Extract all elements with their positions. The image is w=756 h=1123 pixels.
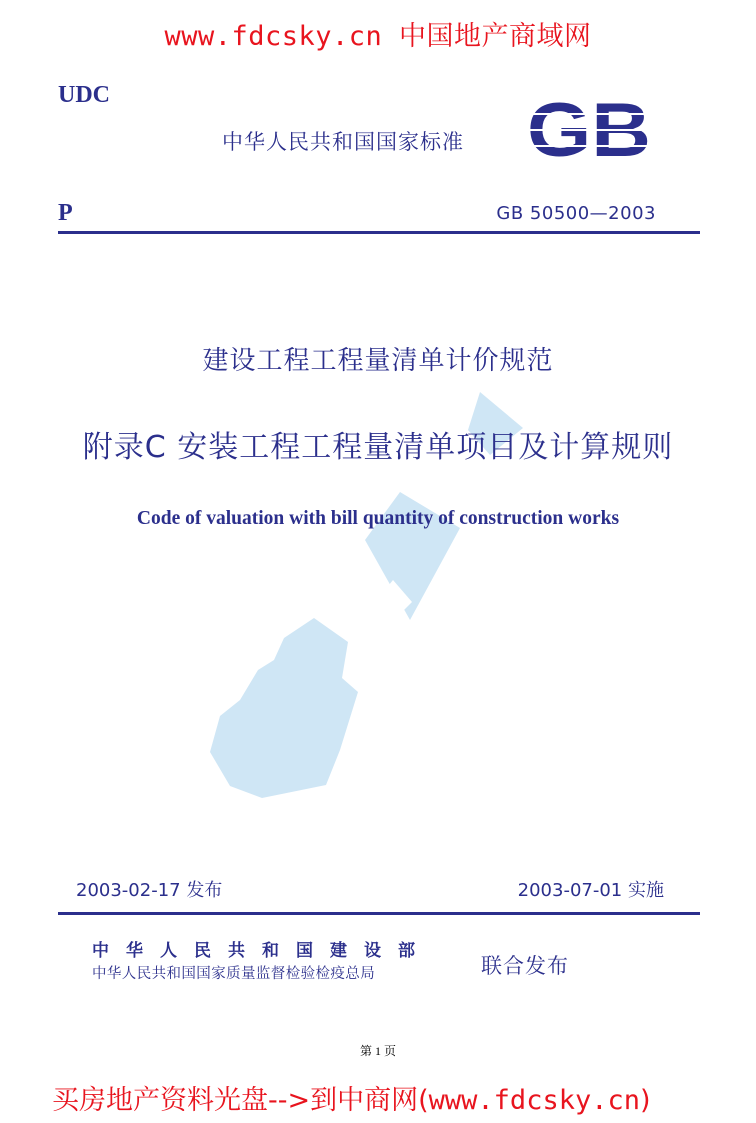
- gb-logo-text: GB: [527, 96, 651, 164]
- document-subtitle: 附录C 安装工程工程量清单项目及计算规则: [82, 430, 674, 465]
- issuer-administration: 中华人民共和国国家质量监督检验检疫总局: [92, 966, 376, 982]
- english-title: Code of valuation with bill quantity of construction works: [136, 508, 620, 529]
- issuer-ministry: 中华人民共和国建设部: [92, 941, 432, 961]
- standard-type: 中华人民共和国国家标准: [222, 130, 464, 154]
- issue-date: 2003-02-17 发布: [76, 880, 223, 901]
- implementation-date: 2003-07-01 实施: [517, 880, 664, 901]
- page-number: 第 1 页: [359, 1044, 396, 1058]
- document-title: 建设工程工程量清单计价规范: [202, 346, 554, 376]
- bottom-watermark-prefix: 买房地产资料光盘-->到中商网(: [52, 1085, 429, 1116]
- udc-label: UDC: [58, 82, 110, 108]
- bottom-watermark-url[interactable]: www.fdcsky.cn: [428, 1085, 640, 1116]
- gb-logo-icon: [525, 96, 653, 164]
- joint-issue-label: 联合发布: [481, 954, 569, 978]
- header-divider: [58, 231, 700, 234]
- standard-number: GB 50500—2003: [496, 203, 656, 224]
- classification-code: P: [58, 200, 73, 226]
- top-watermark: www.fdcsky.cn 中国地产商域网: [164, 21, 592, 52]
- bottom-watermark: [52, 1078, 651, 1117]
- footer-divider: [58, 912, 700, 915]
- bottom-watermark-suffix: ): [639, 1085, 651, 1116]
